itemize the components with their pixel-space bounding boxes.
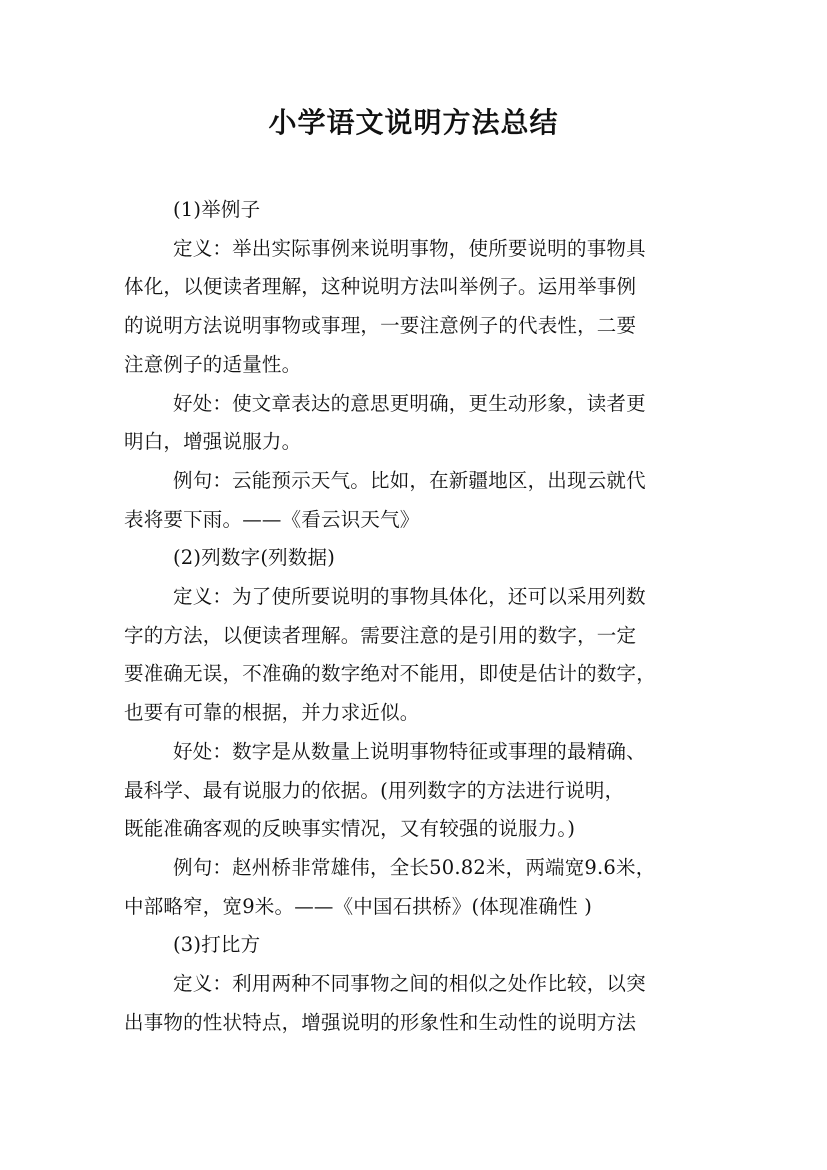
text-line: 的说明方法说明事物或事理，一要注意例子的代表性，二要 — [124, 314, 637, 338]
text-line: 明白，增强说服力。 — [124, 430, 302, 454]
text-line: 例句：赵州桥非常雄伟，全长50.82米，两端宽9.6米， — [173, 855, 656, 879]
text-line: 定义：利用两种不同事物之间的相似之处作比较，以突 — [173, 972, 646, 996]
text-line: 好处：数字是从数量上说明事物特征或事理的最精确、 — [173, 739, 646, 763]
document-title: 小学语文说明方法总结 — [268, 106, 559, 139]
text-line: 字的方法，以便读者理解。需要注意的是引用的数字，一定 — [124, 623, 637, 647]
text-line: 也要有可靠的根据，并力求近似。 — [124, 701, 420, 725]
text-line: 好处：使文章表达的意思更明确，更生动形象，读者更 — [173, 391, 646, 415]
text-line: (3)打比方 — [173, 933, 261, 957]
text-line: 最科学、最有说服力的依据。(用列数字的方法进行说明， — [124, 778, 625, 802]
text-line: 要准确无误，不准确的数字绝对不能用，即使是估计的数字， — [124, 662, 656, 686]
text-line: (2)列数字(列数据) — [173, 546, 336, 570]
text-line: 中部略窄，宽9米。——《中国石拱桥》(体现准确性 ) — [124, 894, 593, 918]
text-line: (1)举例子 — [173, 198, 261, 221]
text-line: 体化，以便读者理解，这种说明方法叫举例子。运用举事例 — [124, 275, 637, 299]
text-line: 定义：为了使所要说明的事物具体化，还可以采用列数 — [173, 585, 646, 609]
text-line: 既能准确客观的反映事实情况，又有较强的说服力。) — [124, 817, 576, 841]
document-body — [124, 191, 708, 1042]
text-line: 例句：云能预示天气。比如，在新疆地区，出现云就代 — [173, 468, 646, 492]
text-line: 表将要下雨。——《看云识天气》 — [124, 507, 420, 531]
text-line: 出事物的性状特点，增强说明的形象性和生动性的说明方法 — [124, 1010, 637, 1034]
text-line: 定义：举出实际事例来说明事物，使所要说明的事物具 — [173, 236, 646, 260]
text-line: 注意例子的适量性。 — [124, 352, 302, 376]
